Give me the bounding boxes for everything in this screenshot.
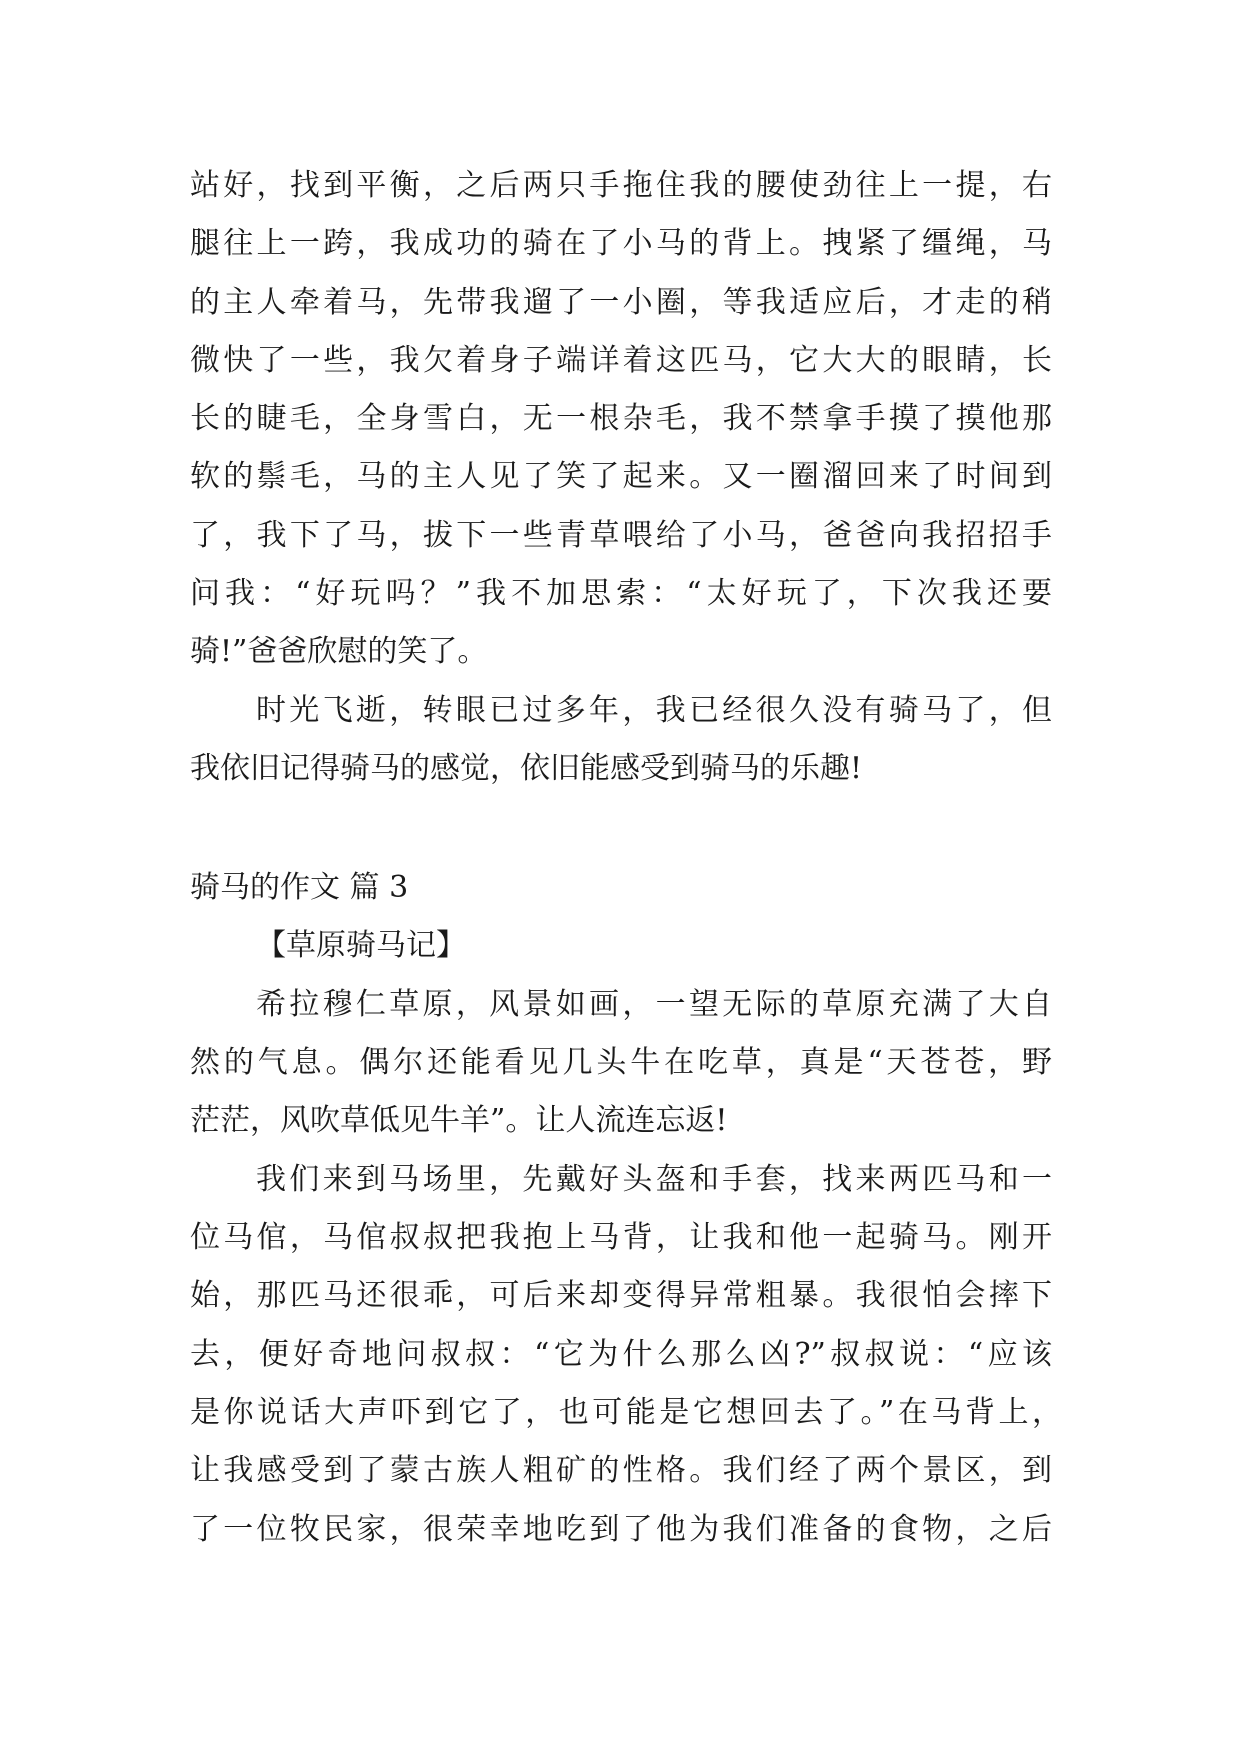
text-line: 我依旧记得骑马的感觉，依旧能感受到骑马的乐趣! (190, 751, 863, 786)
text-line: 了，我下了马，拔下一些青草喂给了小马，爸爸向我招招手 (190, 518, 1052, 553)
text-line: 去，便好奇地问叔叔：“它为什么那么凶?”叔叔说：“应该 (190, 1337, 1052, 1372)
text-line: 了一位牧民家，很荣幸地吃到了他为我们准备的食物，之后 (190, 1512, 1052, 1547)
text-line: 长的睫毛，全身雪白，无一根杂毛，我不禁拿手摸了摸他那 (190, 401, 1052, 436)
section-title: 骑马的作文 篇 3 (190, 870, 409, 905)
text-line: 让我感受到了蒙古族人粗矿的性格。我们经了两个景区，到 (190, 1453, 1052, 1488)
text-line: 腿往上一跨，我成功的骑在了小马的背上。拽紧了缰绳，马 (190, 226, 1052, 261)
section-subtitle: 【草原骑马记】 (256, 928, 466, 963)
text-line: 的主人牵着马，先带我遛了一小圈，等我适应后，才走的稍 (190, 285, 1052, 320)
text-line: 软的鬃毛，马的主人见了笑了起来。又一圈溜回来了时间到 (190, 459, 1052, 494)
text-line: 时光飞逝，转眼已过多年，我已经很久没有骑马了，但 (256, 693, 1052, 728)
text-line: 位马倌，马倌叔叔把我抱上马背，让我和他一起骑马。刚开 (190, 1220, 1052, 1255)
text-line: 是你说话大声吓到它了，也可能是它想回去了。”在马背上， (190, 1395, 1062, 1430)
text-line: 茫茫，风吹草低见牛羊”。让人流连忘返! (190, 1103, 728, 1138)
text-line: 始，那匹马还很乖，可后来却变得异常粗暴。我很怕会摔下 (190, 1278, 1052, 1313)
text-line: 希拉穆仁草原，风景如画，一望无际的草原充满了大自 (256, 987, 1052, 1022)
text-line: 我们来到马场里，先戴好头盔和手套，找来两匹马和一 (256, 1162, 1052, 1197)
text-line: 然的气息。偶尔还能看见几头牛在吃草，真是“天苍苍，野 (190, 1045, 1052, 1080)
text-line: 问我：“好玩吗？”我不加思索：“太好玩了，下次我还要 (190, 576, 1052, 611)
text-line: 微快了一些，我欠着身子端详着这匹马，它大大的眼睛，长 (190, 343, 1052, 378)
text-line: 站好，找到平衡，之后两只手拖住我的腰使劲往上一提，右 (190, 168, 1052, 203)
text-line: 骑!”爸爸欣慰的笑了。 (190, 634, 488, 669)
